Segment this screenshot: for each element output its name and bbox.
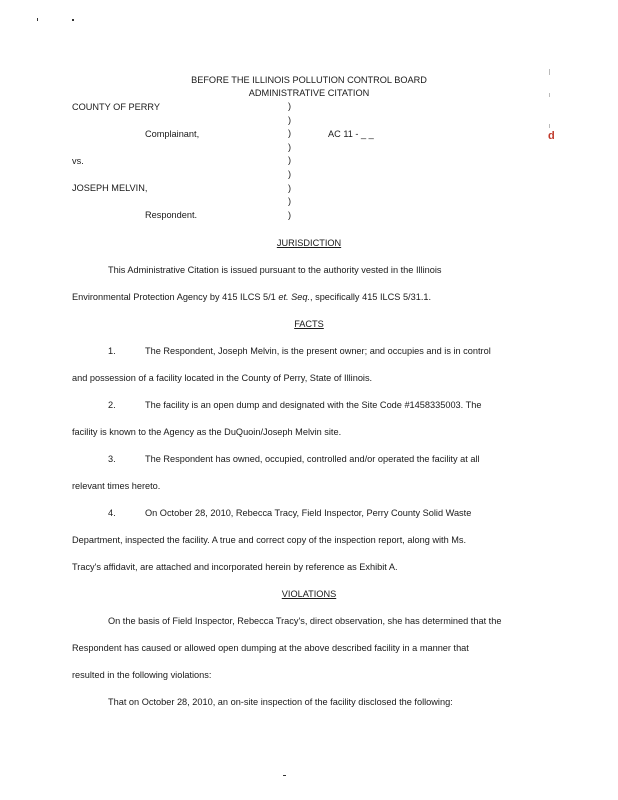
paren: )	[288, 168, 292, 179]
paren: )	[288, 196, 292, 207]
paren: )	[288, 128, 292, 139]
document-subtitle: ADMINISTRATIVE CITATION	[248, 88, 370, 98]
case-number: AC 11 - _ _	[328, 129, 374, 139]
fact-line: The Respondent, Joseph Melvin, is the present owner; and occupies and is in control	[145, 346, 491, 356]
document-title: BEFORE THE ILLINOIS POLLUTION CONTROL BOARD	[191, 75, 427, 85]
facts-heading: FACTS	[294, 319, 324, 329]
jurisdiction-line-2-b: et. Seq.	[278, 292, 310, 302]
jurisdiction-line-1: This Administrative Citation is issued pursuant to the authority vested in the Illinois	[108, 265, 442, 275]
violations-line-1: On the basis of Field Inspector, Rebecca Tracy's, direct observation, she has determined that the	[108, 616, 502, 626]
scan-speck	[72, 19, 74, 21]
fact-line: The Respondent has owned, occupied, controlled and/or operated the facility at all	[145, 454, 480, 464]
fact-number: 2.	[108, 400, 116, 410]
paren: )	[288, 114, 292, 125]
violations-line-4: That on October 28, 2010, an on-site inspection of the facility disclosed the following:	[108, 697, 453, 707]
jurisdiction-heading: JURISDICTION	[276, 238, 342, 248]
paren: )	[288, 141, 292, 152]
respondent-label: Respondent.	[145, 210, 198, 220]
scan-speck	[37, 18, 38, 21]
violations-line-2: Respondent has caused or allowed open dumping at the above described facility in a manner that	[72, 643, 469, 653]
fact-line: facility is known to the Agency as the DuQuoin/Joseph Melvin site.	[72, 427, 342, 437]
fact-number: 4.	[108, 508, 116, 518]
county-label: COUNTY OF PERRY	[72, 102, 160, 112]
fact-number: 3.	[108, 454, 116, 464]
paren: )	[288, 155, 292, 166]
complainant-label: Complainant,	[145, 129, 200, 139]
respondent-name: JOSEPH MELVIN,	[72, 183, 148, 193]
fact-line: The facility is an open dump and designated with the Site Code #1458335003. The	[145, 400, 482, 410]
paren: )	[288, 101, 292, 111]
jurisdiction-line-2-c: , specifically 415 ILCS 5/31.1.	[310, 292, 432, 302]
margin-mark: d	[548, 130, 555, 142]
fact-line: and possession of a facility located in the County of Perry, State of Illinois.	[72, 373, 373, 383]
jurisdiction-line-2-a: Environmental Protection Agency by 415 ILCS 5/1	[72, 292, 279, 302]
fact-line: Tracy's affidavit, are attached and incorporated herein by reference as Exhibit A.	[72, 562, 398, 572]
paren: )	[288, 182, 292, 193]
scan-speck	[549, 124, 550, 128]
fact-number: 1.	[108, 346, 116, 356]
fact-line: Department, inspected the facility. A true and correct copy of the inspection report, along with Ms.	[72, 535, 467, 545]
caption-parentheses	[288, 100, 291, 222]
fact-line: relevant times hereto.	[72, 481, 161, 491]
scan-speck	[283, 775, 286, 776]
paren: )	[288, 209, 292, 220]
jurisdiction-line-2	[72, 292, 431, 302]
fact-line: On October 28, 2010, Rebecca Tracy, Field Inspector, Perry County Solid Waste	[145, 508, 472, 518]
violations-line-3: resulted in the following violations:	[72, 670, 212, 680]
violations-heading: VIOLATIONS	[281, 589, 337, 599]
vs-label: vs.	[72, 156, 84, 166]
